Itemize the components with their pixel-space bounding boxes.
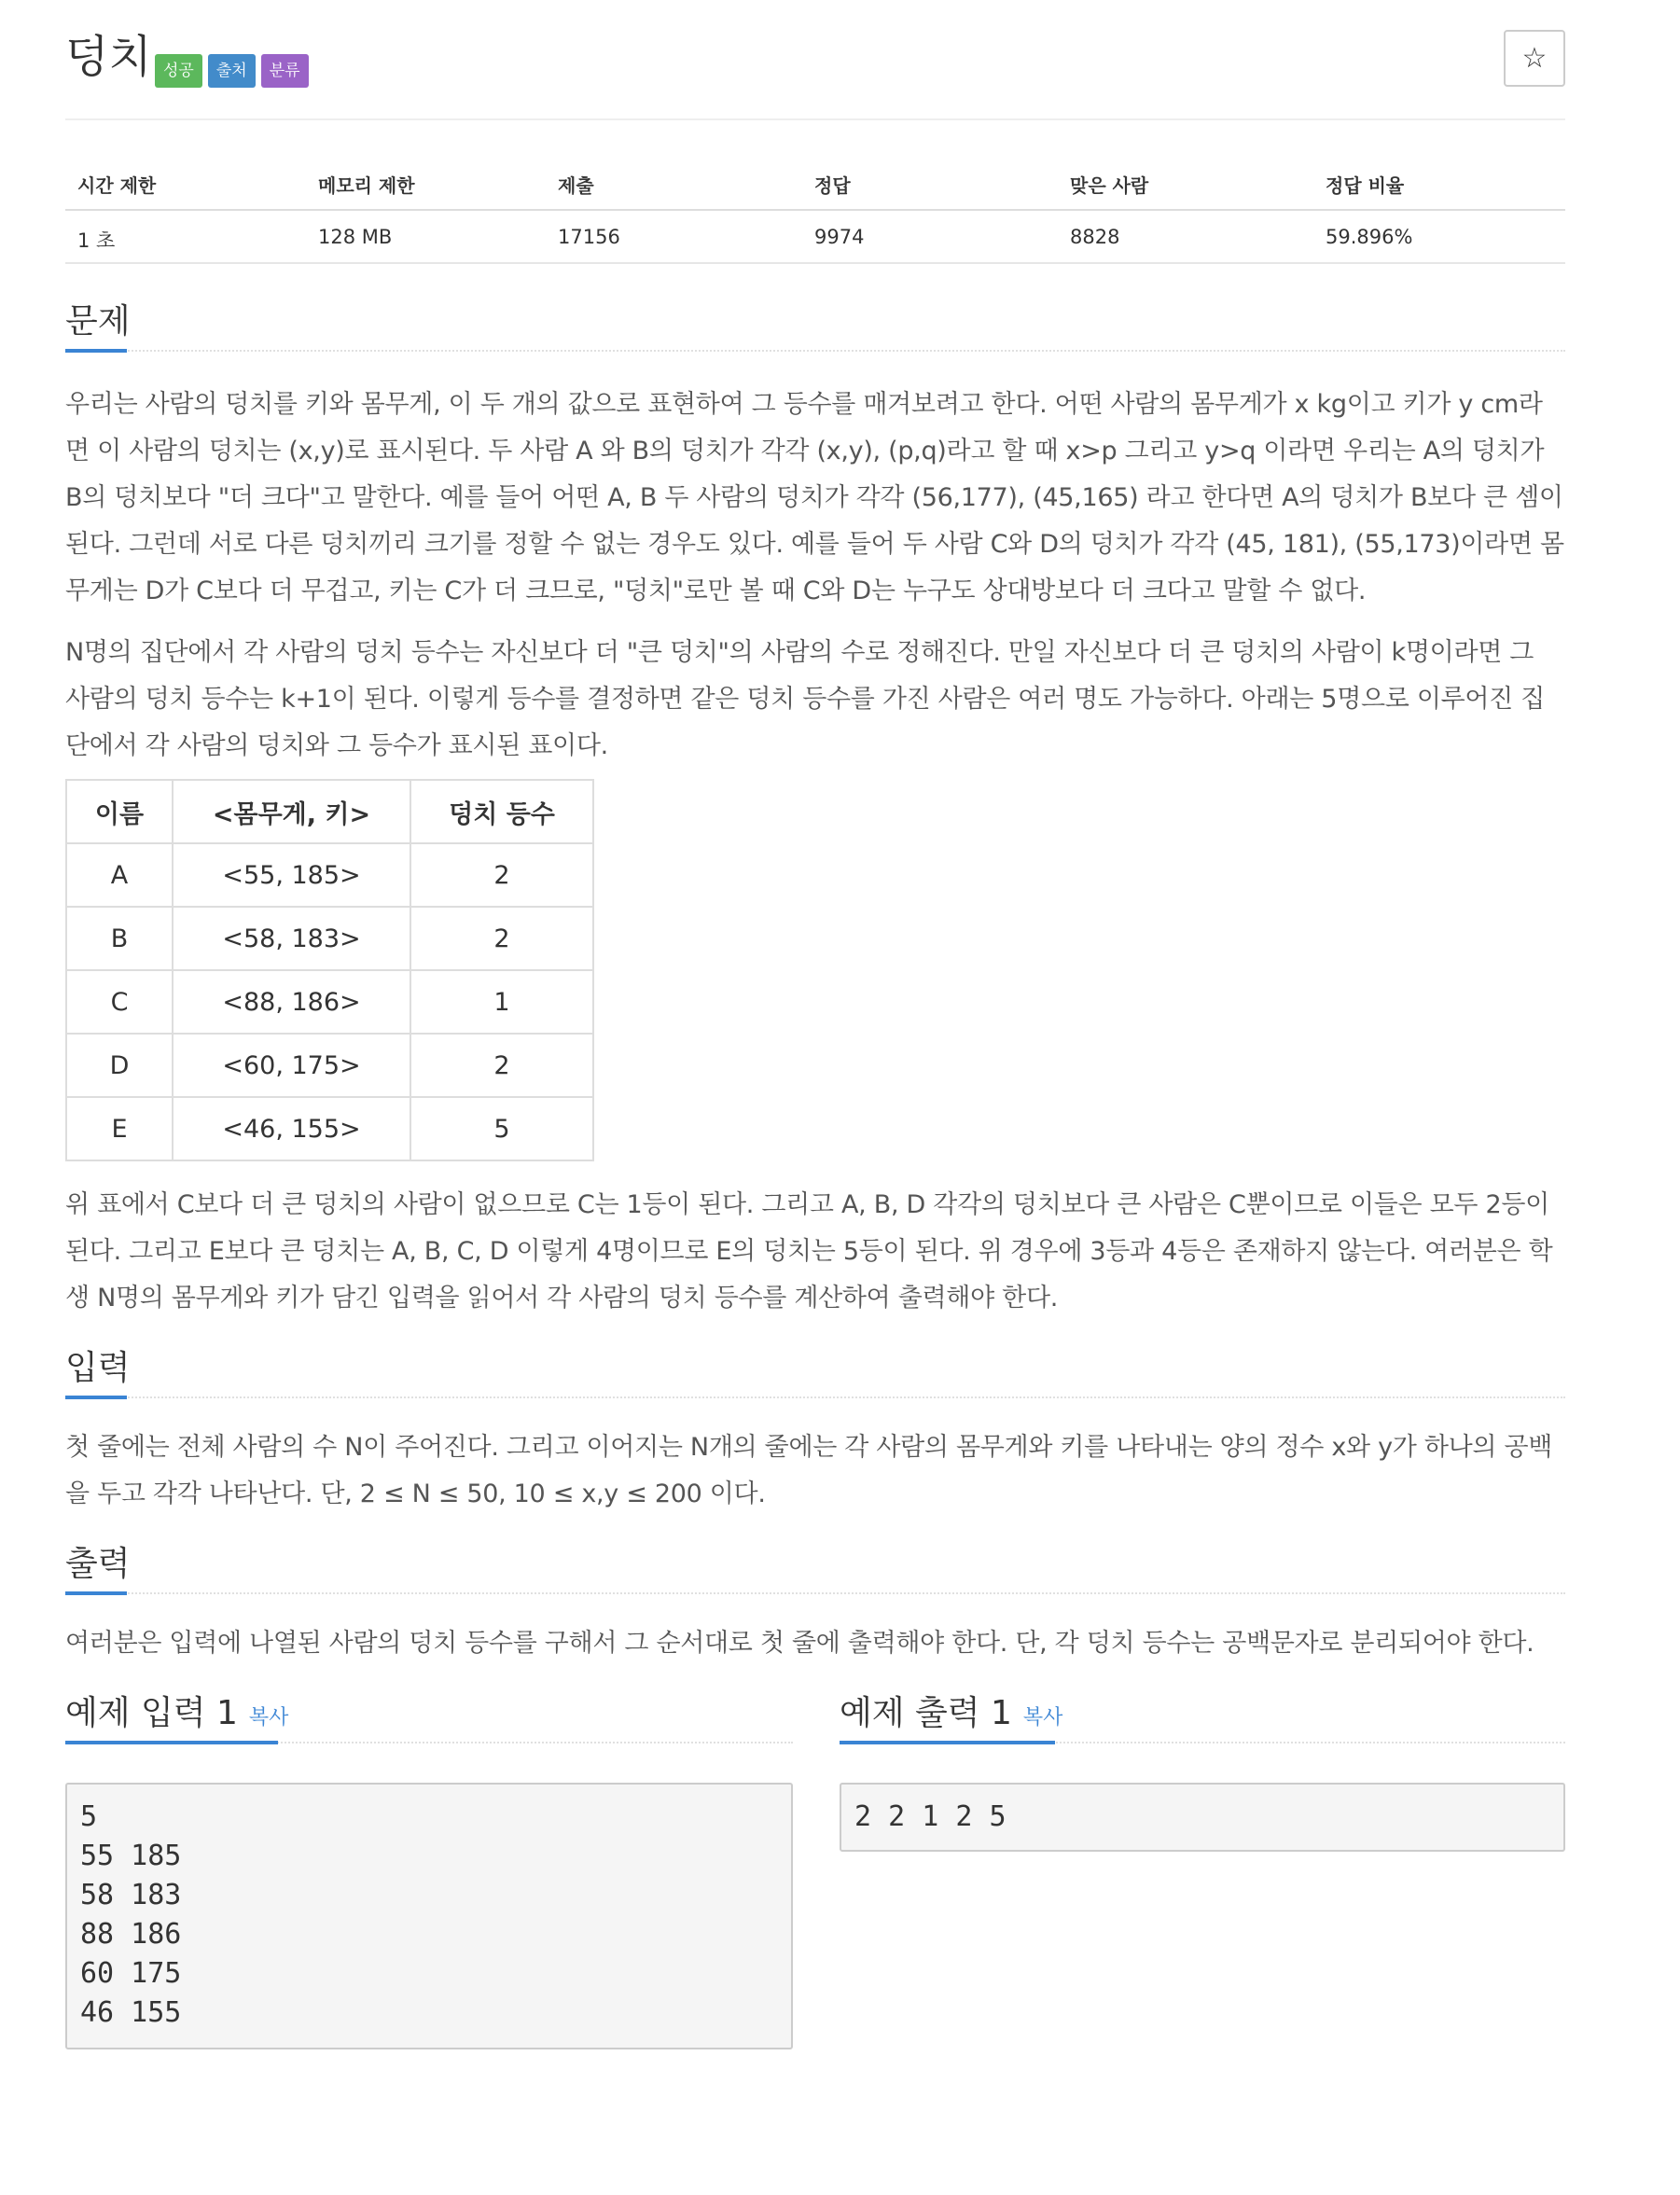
- description-paragraph-1: 우리는 사람의 덩치를 키와 몸무게, 이 두 개의 값으로 표현하여 그 등수를 매겨보려고 한다. 어떤 사람의 몸무게가 x kg이고 키가 y cm라면 이 사람의 덩치는 (x,y)로 표시된다. 두 사람 A 와 B의 덩치가 각각 (x,y), (p,q)라고 할 때 x>p 그리고 y>q 이라면 우리는 A의 덩치가 B의 덩치보다 "더 크다"고 말한다. 예를 들어 어떤 A, B 두 사람의 덩치가 각각 (56,177), (45,165) 라고 한다면 A의 덩치가 B보다 큰 셈이 된다. 그런데 서로 다른 덩치끼리 크기를 정할 수 없는 경우도 있다. 예를 들어 두 사람 C와 D의 덩치가 각각 (45, 181), (55,173)이라면 몸무게는 D가 C보다 더 무겁고, 키는 C가 더 크므로, "덩치"로만 볼 때 C와 D는 누구도 상대방보다 더 크다고 말할 수 없다.: [65, 390, 1564, 605]
- description-body: [65, 382, 1565, 1322]
- info-ratio: 59.896%: [1326, 226, 1413, 248]
- table-cell: D: [66, 1034, 173, 1097]
- table-cell: <60, 175>: [173, 1034, 410, 1097]
- output-body: [65, 1620, 1565, 1667]
- input-heading: [65, 1342, 1565, 1398]
- info-accepted: 9974: [814, 226, 865, 248]
- problem-header: [65, 0, 1565, 120]
- table-header-rank: 덩치 등수: [410, 780, 593, 843]
- table-cell: 2: [410, 1034, 593, 1097]
- info-memory-limit: 128 MB: [318, 226, 393, 248]
- table-header-row: [66, 780, 593, 843]
- sample-input-heading: [65, 1688, 793, 1743]
- info-solvers: 8828: [1070, 226, 1120, 248]
- output-heading-text: 출력: [65, 1545, 131, 1583]
- info-header-submissions: 제출: [558, 174, 594, 197]
- heading-underline: [65, 1396, 127, 1399]
- info-header-accepted: 정답: [814, 174, 851, 197]
- sample-output-column: [840, 1688, 1565, 1852]
- table-cell: A: [66, 843, 173, 907]
- output-heading: [65, 1538, 1565, 1594]
- sample-input-box[interactable]: 5 55 185 58 183 88 186 60 175 46 155: [65, 1783, 793, 2049]
- table-cell: B: [66, 907, 173, 970]
- table-cell: 2: [410, 843, 593, 907]
- input-description: 첫 줄에는 전체 사람의 수 N이 주어진다. 그리고 이어지는 N개의 줄에는 각 사람의 몸무게와 키를 나타내는 양의 정수 x와 y가 하나의 공백을 두고 각각 나타난다. 단, 2 ≤ N ≤ 50, 10 ≤ x,y ≤ 200 이다.: [65, 1433, 1553, 1508]
- description-paragraph-2: N명의 집단에서 각 사람의 덩치 등수는 자신보다 더 "큰 덩치"의 사람의 수로 정해진다. 만일 자신보다 더 큰 덩치의 사람이 k명이라면 그 사람의 덩치 등수는 k+1이 된다. 이렇게 등수를 결정하면 같은 덩치 등수를 가진 사람은 여러 명도 가능하다. 아래는 5명으로 이루어진 집단에서 각 사람의 덩치와 그 등수가 표시된 표이다.: [65, 638, 1546, 760]
- problem-info-table: [65, 158, 1565, 260]
- label-category[interactable]: 분류: [261, 54, 309, 88]
- star-icon: ☆: [1521, 42, 1548, 75]
- description-heading-text: 문제: [65, 302, 131, 340]
- sample-input-title: 예제 입력 1: [65, 1694, 238, 1732]
- copy-output-button[interactable]: 복사: [1022, 1706, 1063, 1730]
- sample-output-title: 예제 출력 1: [840, 1694, 1012, 1732]
- sample-input-column: [65, 1688, 793, 2049]
- info-submissions: 17156: [558, 226, 620, 248]
- table-row: [66, 1097, 593, 1160]
- heading-underline: [65, 349, 127, 353]
- sample-output-box[interactable]: 2 2 1 2 5: [840, 1783, 1565, 1852]
- table-cell: 2: [410, 907, 593, 970]
- table-cell: <46, 155>: [173, 1097, 410, 1160]
- info-value-row: [65, 211, 1565, 264]
- heading-underline: [65, 1741, 278, 1744]
- page-title: 덩치: [65, 31, 152, 83]
- example-rank-table: [65, 779, 594, 1161]
- table-cell: E: [66, 1097, 173, 1160]
- table-cell: <55, 185>: [173, 843, 410, 907]
- table-row: [66, 970, 593, 1034]
- sample-output-heading: [840, 1688, 1565, 1743]
- copy-input-button[interactable]: 복사: [248, 1706, 289, 1730]
- input-heading-text: 입력: [65, 1349, 131, 1387]
- label-success[interactable]: 성공: [155, 54, 202, 88]
- table-row: [66, 907, 593, 970]
- table-cell: C: [66, 970, 173, 1034]
- table-header-name: 이름: [66, 780, 173, 843]
- table-cell: <88, 186>: [173, 970, 410, 1034]
- table-cell: 5: [410, 1097, 593, 1160]
- table-header-weight-height: <몸무게, 키>: [173, 780, 410, 843]
- description-paragraph-3: 위 표에서 C보다 더 큰 덩치의 사람이 없으므로 C는 1등이 된다. 그리고 A, B, D 각각의 덩치보다 큰 사람은 C뿐이므로 이들은 모두 2등이 된다. 그리고 E보다 큰 덩치는 A, B, C, D 이렇게 4명이므로 E의 덩치는 5등이 된다. 위 경우에 3등과 4등은 존재하지 않는다. 여러분은 학생 N명의 몸무게와 키가 담긴 입력을 읽어서 각 사람의 덩치 등수를 계산하여 출력해야 한다.: [65, 1190, 1553, 1313]
- info-header-solvers: 맞은 사람: [1070, 174, 1149, 197]
- output-description: 여러분은 입력에 나열된 사람의 덩치 등수를 구해서 그 순서대로 첫 줄에 출력해야 한다. 단, 각 덩치 등수는 공백문자로 분리되어야 한다.: [65, 1629, 1534, 1658]
- info-header-memory-limit: 메모리 제한: [318, 174, 415, 197]
- info-header-time-limit: 시간 제한: [77, 174, 157, 197]
- info-header-ratio: 정답 비율: [1326, 174, 1405, 197]
- favorite-button[interactable]: [1504, 30, 1565, 87]
- info-header-row: [65, 158, 1565, 211]
- table-cell: 1: [410, 970, 593, 1034]
- label-source[interactable]: 출처: [208, 54, 256, 88]
- samples-area: [65, 1688, 1565, 2079]
- table-row: [66, 843, 593, 907]
- heading-underline: [840, 1741, 1055, 1744]
- description-heading: [65, 296, 1565, 352]
- info-time-limit: 1 초: [77, 229, 116, 252]
- table-cell: <58, 183>: [173, 907, 410, 970]
- problem-labels: [155, 54, 309, 88]
- input-body: [65, 1424, 1565, 1518]
- table-row: [66, 1034, 593, 1097]
- heading-underline: [65, 1591, 127, 1595]
